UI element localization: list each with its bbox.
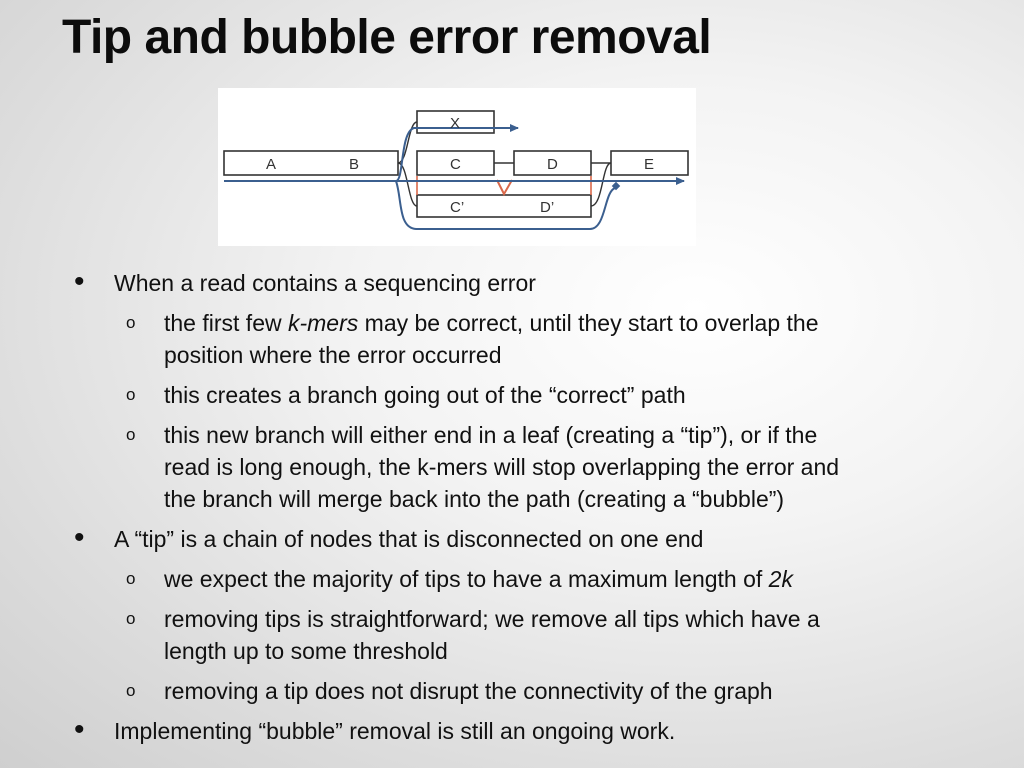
sub-bullet-marker: o xyxy=(126,385,136,404)
bullet-item xyxy=(74,713,974,747)
slide-title: Tip and bubble error removal xyxy=(62,11,712,64)
node-c-prime-label: C’ xyxy=(450,199,465,216)
sub-bullet-marker: o xyxy=(126,425,136,444)
sub-bullet-text: removing tips is straightforward; we remove all tips which have a xyxy=(164,606,820,632)
node-b-label: B xyxy=(349,156,360,173)
node-cd-prime xyxy=(417,195,591,217)
bullet-item xyxy=(74,265,974,299)
bullet-text: Implementing “bubble” removal is still an ongoing work. xyxy=(114,718,676,744)
sub-bullet-item xyxy=(126,675,974,707)
bullet-marker: • xyxy=(74,265,85,298)
node-ab xyxy=(224,151,398,175)
node-d-label: D xyxy=(547,156,558,173)
debruijn-diagram xyxy=(218,88,696,246)
sub-bullet-emphasis: k-mers xyxy=(287,310,359,336)
sub-bullet-marker: o xyxy=(126,609,136,628)
sub-bullet-text: the first few xyxy=(164,310,288,336)
sub-bullet-text: this new branch will either end in a leaf (creating a “tip”), or if the xyxy=(164,422,818,448)
bullet-marker: • xyxy=(74,713,85,746)
node-d-prime-label: D’ xyxy=(540,199,555,216)
node-x-label: X xyxy=(450,115,461,132)
bullet-text: A “tip” is a chain of nodes that is disconnected on one end xyxy=(114,526,704,552)
sub-bullet-text: the branch will merge back into the path (creating a “bubble”) xyxy=(164,486,785,512)
sub-bullet-marker: o xyxy=(126,569,136,588)
diagram-svg xyxy=(218,88,696,246)
sub-bullet-text: this creates a branch going out of the “correct” path xyxy=(164,382,686,408)
sub-bullet-emphasis: 2k xyxy=(768,566,793,592)
node-a-label: A xyxy=(266,156,277,173)
sub-bullet-marker: o xyxy=(126,313,136,332)
sub-bullet-text: we expect the majority of tips to have a maximum length of xyxy=(164,566,769,592)
sub-bullet-text: length up to some threshold xyxy=(164,638,448,664)
node-c-label: C xyxy=(450,156,461,173)
sub-bullet-text: removing a tip does not disrupt the connectivity of the graph xyxy=(164,678,773,704)
sub-bullet-text: read is long enough, the k-mers will stop overlapping the error and xyxy=(164,454,840,480)
bullet-marker: • xyxy=(74,521,85,554)
sub-bullet-item xyxy=(126,379,974,411)
bullet-text: When a read contains a sequencing error xyxy=(114,270,536,296)
sub-bullet-item xyxy=(126,563,974,595)
sub-bullet-text: position where the error occurred xyxy=(164,342,502,368)
sub-bullet-item xyxy=(126,419,974,515)
sub-bullet-marker: o xyxy=(126,681,136,700)
sub-bullet-item xyxy=(126,307,974,371)
sub-bullet-text: may be correct, until they start to overlap the xyxy=(358,310,819,336)
node-e-label: E xyxy=(644,156,655,173)
bullet-item xyxy=(74,521,974,555)
sub-bullet-item xyxy=(126,603,974,667)
